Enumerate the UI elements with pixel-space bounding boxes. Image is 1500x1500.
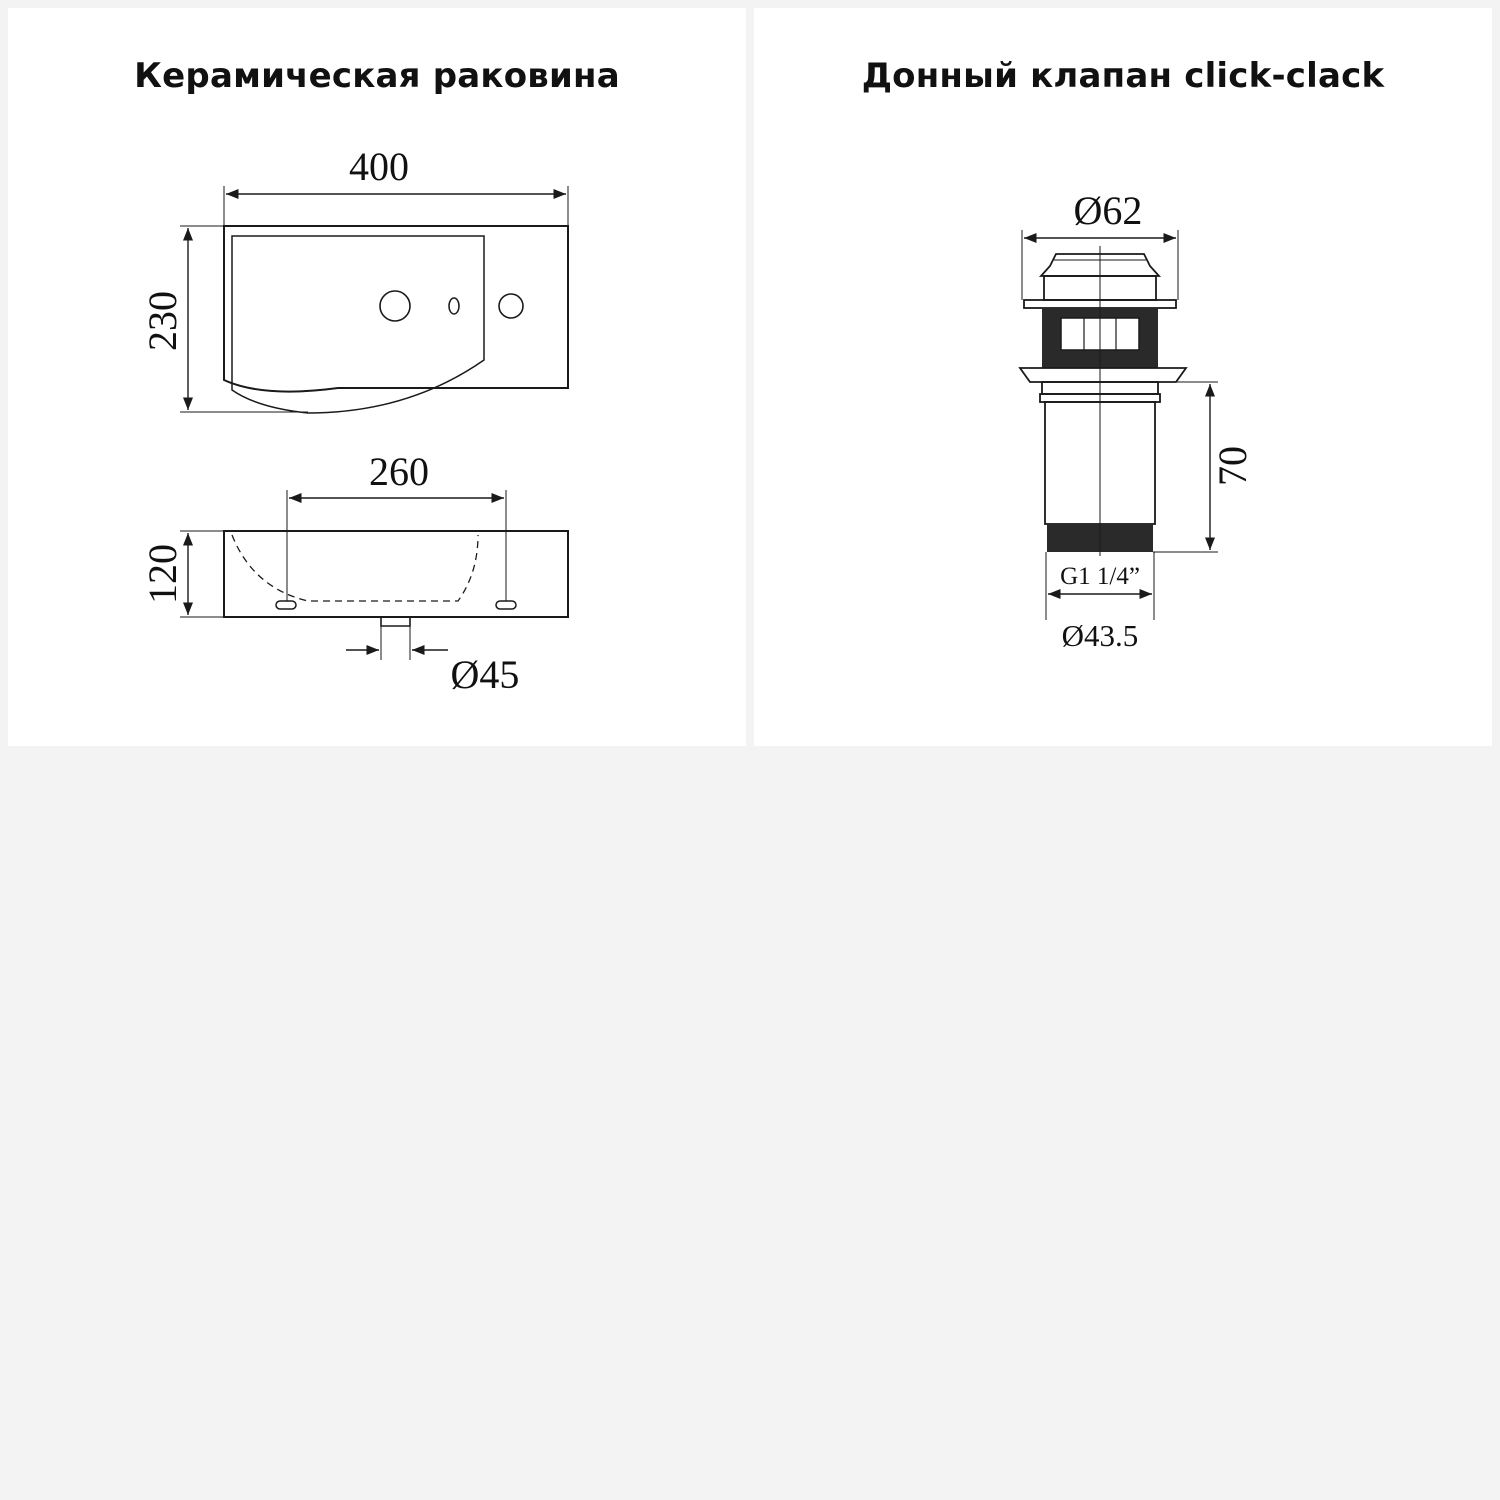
height-label: 120 — [140, 544, 185, 604]
sink-drawing — [8, 8, 746, 746]
overflow-hole-icon — [449, 298, 459, 314]
sink-side-view — [224, 531, 568, 626]
faucet-hole-icon — [380, 291, 410, 321]
width-label: 400 — [349, 144, 409, 189]
depth-label: 230 — [140, 291, 185, 351]
thread-label: G1 1/4” — [1060, 563, 1140, 590]
sink-top-view — [224, 226, 568, 413]
length-label: 70 — [1210, 446, 1255, 486]
thread-diameter-label: Ø43.5 — [1061, 618, 1139, 653]
valve-drawing — [754, 8, 1492, 746]
valve-title: Донный клапан click-clack — [861, 56, 1385, 96]
secondary-hole-icon — [499, 294, 523, 318]
valve-body — [1020, 246, 1186, 556]
drain-diameter-label: Ø45 — [450, 652, 520, 697]
sink-panel — [8, 8, 746, 746]
cap-diameter-label: Ø62 — [1073, 188, 1143, 233]
drain-spacing-label: 260 — [369, 449, 429, 494]
sink-title: Керамическая раковина — [134, 56, 620, 96]
valve-panel — [754, 8, 1492, 746]
